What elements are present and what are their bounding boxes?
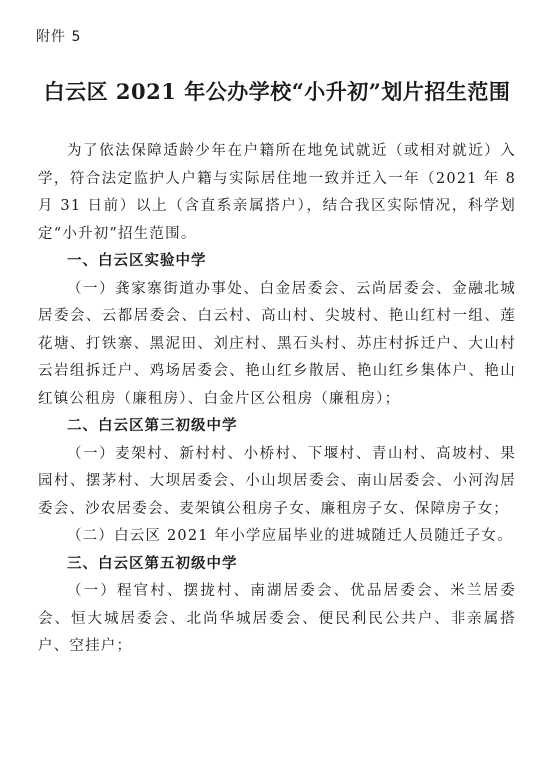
intro-paragraph: 为了依法保障适龄少年在户籍所在地免试就近（或相对就近）入学，符合法定监护人户籍与实际居住地一致并迁入一年（2021 年 8 月 31 日前）以上（含直系亲属搭户），结合我区实际情况，科学划定“小升初”招生范围。 — [38, 143, 516, 242]
section-heading-3: 三、白云区第五初级中学 — [67, 555, 238, 572]
section-1-item-1: （一）龚家寨街道办事处、白金居委会、云尚居委会、金融北城居委会、云都居委会、白云村、高山村、尖坡村、艳山红村一组、莲花塘、打铁寨、黑泥田、刘庄村、黑石头村、苏庄村拆迁户、大山村云岩组拆迁户、鸡场居委会、艳山红乡散居、艳山红乡集体户、艳山红镇公租房（廉租房）、白金片区公租房（廉租房）； — [38, 280, 516, 407]
attachment-label: 附件 5 — [36, 29, 82, 45]
section-2-item-1: （一）麦架村、新村村、小桥村、下堰村、青山村、高坡村、果园村、摆茅村、大坝居委会、小山坝居委会、南山居委会、小河沟居委会、沙农居委会、麦架镇公租房子女、廉租房子女、保障房子女； — [38, 445, 516, 517]
section-heading-2: 二、白云区第三初级中学 — [67, 418, 238, 434]
document-body — [38, 138, 516, 661]
section-2-item-2: （二）白云区 2021 年小学应届毕业的进城随迁人员随迁子女。 — [67, 528, 513, 544]
section-3-item-1: （一）程官村、摆拢村、南湖居委会、优品居委会、米兰居委会、恒大城居委会、北尚华城居委会、便民利民公共户、非亲属搭户、空挂户； — [38, 583, 516, 654]
section-heading-1: 一、白云区实验中学 — [67, 253, 207, 269]
document-title: 白云区 2021 年公办学校“小升初”划片招生范围 — [43, 79, 511, 104]
